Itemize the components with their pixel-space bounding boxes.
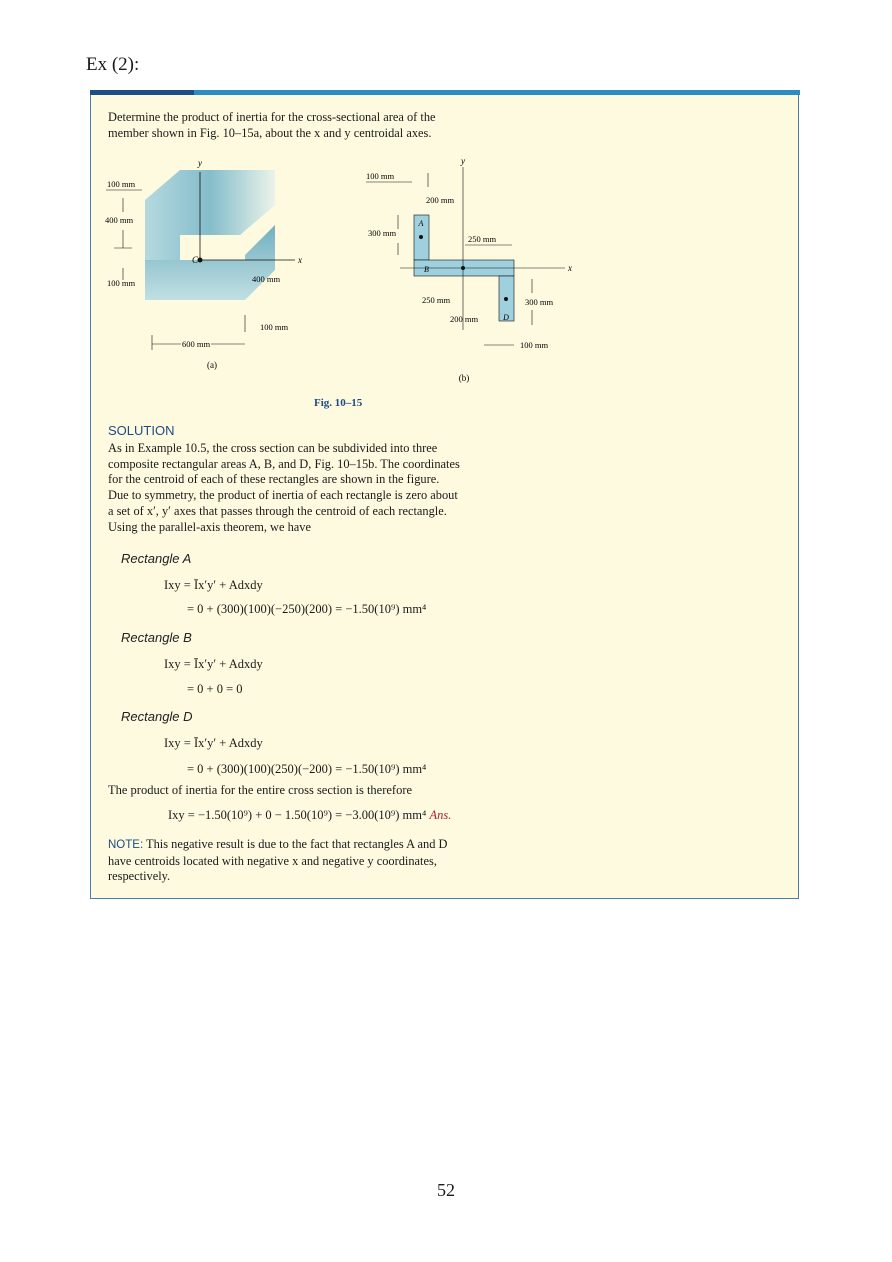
dim-300-b: 300 mm xyxy=(368,228,397,238)
dim-200-b: 200 mm xyxy=(426,195,455,205)
note-block xyxy=(108,837,548,885)
note-line-1 xyxy=(108,837,548,854)
caption-a: (a) xyxy=(207,360,217,370)
ans-label: Ans. xyxy=(429,808,452,822)
solution-line: a set of x′, y′ axes that passes through the centroid of each rectangle. xyxy=(108,503,447,518)
label-b: B xyxy=(424,265,429,274)
rect-d-eq1: Ixy = Īx′y′ + Adxdy xyxy=(164,736,263,750)
axis-y-label: y xyxy=(198,160,202,168)
dim-400-right: 400 mm xyxy=(252,274,281,284)
rect-b-eq2: = 0 + 0 = 0 xyxy=(187,682,243,696)
solution-line: for the centroid of each of these rectangles are shown in the figure. xyxy=(108,472,440,487)
solution-line: As in Example 10.5, the cross section can be subdivided into three xyxy=(108,441,438,455)
note-text: This negative result is due to the fact that rectangles A and D xyxy=(146,837,448,851)
axis-x-label: x xyxy=(298,255,302,265)
rectangle-a-label: Rectangle A xyxy=(121,551,192,566)
rect-a-eq1: Ixy = Īx′y′ + Adxdy xyxy=(164,578,263,592)
rectangle-b-label: Rectangle B xyxy=(121,630,192,645)
dim-600: 600 mm xyxy=(182,339,211,349)
figure-b xyxy=(360,155,585,385)
box-top-bar-accent xyxy=(90,90,194,95)
total-intro: The product of inertia for the entire cross section is therefore xyxy=(108,783,413,797)
solution-body xyxy=(108,441,548,535)
note-line-3: respectively. xyxy=(108,869,171,884)
dim-100-right-b: 100 mm xyxy=(520,340,549,350)
dim-100-b: 100 mm xyxy=(366,171,395,181)
page-heading: Ex (2): xyxy=(86,54,140,75)
problem-line-1: Determine the product of inertia for the cross-sectional area of the xyxy=(108,110,436,124)
problem-statement xyxy=(108,110,548,141)
solution-heading: SOLUTION xyxy=(108,423,175,438)
solution-line: Due to symmetry, the product of inertia of each rectangle is zero about xyxy=(108,488,458,503)
dim-200-lower-b: 200 mm xyxy=(450,314,479,324)
box-top-bar xyxy=(90,90,800,95)
note-line-2: have centroids located with negative x and negative y coordinates, xyxy=(108,853,437,868)
solution-line: Using the parallel-axis theorem, we have xyxy=(108,519,311,534)
total-eq-text: Ixy = −1.50(10⁹) + 0 − 1.50(10⁹) = −3.00(10⁹) mm⁴ xyxy=(168,808,427,822)
dim-100-top: 100 mm xyxy=(107,179,136,189)
dim-300-right-b: 300 mm xyxy=(525,297,554,307)
rectangle-d-label: Rectangle D xyxy=(121,709,193,724)
dim-100-web: 100 mm xyxy=(260,322,289,332)
dim-250-b: 250 mm xyxy=(468,234,497,244)
note-label: NOTE: xyxy=(108,839,144,851)
rect-d-eq2: = 0 + (300)(100)(250)(−200) = −1.50(10⁹) mm⁴ xyxy=(187,762,427,776)
dim-250-lower-b: 250 mm xyxy=(422,295,451,305)
label-c: C xyxy=(192,255,199,265)
figure-a xyxy=(100,160,320,375)
axis-y-label-b: y xyxy=(461,156,465,166)
rect-b-eq1: Ixy = Īx′y′ + Adxdy xyxy=(164,657,263,671)
figure-caption: Fig. 10–15 xyxy=(314,397,363,409)
label-a: A xyxy=(418,219,424,228)
label-d: D xyxy=(503,313,509,322)
centroid-c-dot xyxy=(198,258,203,263)
solution-line: composite rectangular areas A, B, and D, Fig. 10–15b. The coordinates xyxy=(108,456,460,471)
rect-a-eq2: = 0 + (300)(100)(−250)(200) = −1.50(10⁹) mm⁴ xyxy=(187,602,427,616)
dim-100-bottom: 100 mm xyxy=(107,278,136,288)
page-number: 52 xyxy=(437,1180,455,1200)
total-equation xyxy=(168,808,451,823)
axis-x-label-b: x xyxy=(568,263,572,273)
problem-line-2: member shown in Fig. 10–15a, about the x and y centroidal axes. xyxy=(108,125,432,140)
dim-400: 400 mm xyxy=(105,215,134,225)
caption-b: (b) xyxy=(458,373,470,383)
